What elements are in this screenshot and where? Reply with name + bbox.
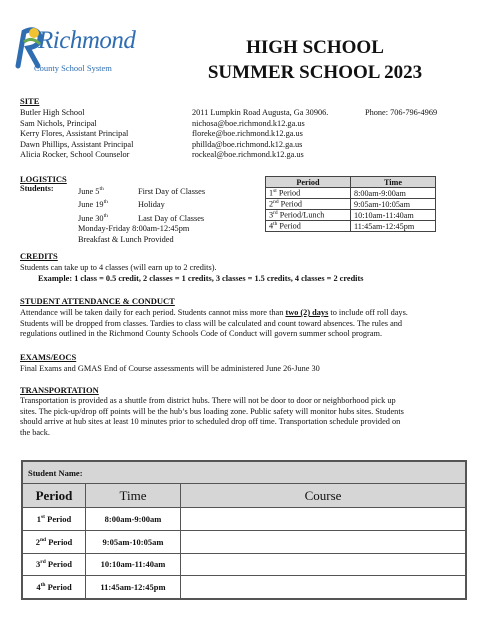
exams-heading: EXAMS/EOCS [20,352,77,362]
flores-email[interactable]: floreke@boe.richmond.k12.ga.us [192,129,303,139]
table-row: 4th Period 11:45am-12:45pm [266,221,436,232]
course-input[interactable] [181,508,466,531]
site-address: 2011 Lumpkin Road Augusta, Ga 30906. [192,108,329,117]
course-input[interactable] [181,576,466,599]
phillips-email[interactable]: phillda@boe.richmond.k12.ga.us [192,139,303,149]
course-input[interactable] [181,553,466,576]
title-line-2: SUMMER SCHOOL 2023 [207,62,423,83]
attendance-text: Attendance will be taken daily for each period. Students cannot miss more than two (2) days to include off roll days. Students will be dropped from classes. Tardies to class will be calculated and count toward absences. The rules and regulations outlined in the Richmond County Schools Code of Conduct will govern summer school program. [20,308,408,339]
transport-text: Transportation is provided as a shuttle from district hubs. There will not be door to door or neighborhood pick up sites. The pick-up/drop off points will be the hub’s bus loading zone. Public safety will monitor hubs sites. Students should arrive at hub sites at least 10 minutes prior to scheduled drop off time. Transportation schedule provided on the back. [20,396,404,437]
logo-wordmark: Richmond [38,27,136,54]
period-time-table [265,176,436,232]
table-row: 1st Period 8:00am-9:00am [266,188,436,199]
principal-email[interactable]: nichosa@boe.richmond.k12.ga.us [192,118,305,128]
site-name: Butler High School [20,108,85,117]
site-phone: Phone: 706-796-4969 [365,108,438,117]
logistics-dates [78,184,205,245]
ap-phillips-name: Dawn Phillips, Assistant Principal [20,139,134,149]
attendance-heading: STUDENT ATTENDANCE & CONDUCT [20,296,175,306]
table-row: 1st Period 8:00am-9:00am [23,508,466,531]
credits-heading: CREDITS [20,251,58,261]
logistics-heading: LOGISTICS [20,174,67,184]
credits-example: Example: 1 class = 0.5 credit, 2 classes = 1 credits, 3 classes = 1.5 credits, 4 classes = 2 credits [38,274,364,283]
course-input[interactable] [181,530,466,553]
site-mid-column [192,108,328,161]
date-row-1: June 5th First Day of Classes [78,186,206,196]
class-hours: Monday-Friday 8:00am-12:45pm [78,224,190,234]
students-label: Students: [20,184,54,193]
counselor-name: Alicia Rocker, School Counselor [20,150,130,160]
date-row-2: June 19th Holiday [78,199,165,210]
time-header: Time [351,177,436,188]
credits-text: Students can take up to 4 classes (will earn up to 2 credits). [20,263,217,272]
period-header: Period [266,177,351,188]
schedule-time-header: Time [86,484,181,508]
table-row: 3rd Period 10:10am-11:40am [23,553,466,576]
table-row: 2nd Period 9:05am-10:05am [266,199,436,210]
title-line-1: HIGH SCHOOL [246,37,384,58]
exams-text: Final Exams and GMAS End of Course assessments will be administered June 26-June 30 [20,364,320,373]
meals-note: Breakfast & Lunch Provided [78,234,174,244]
principal-name: Sam Nichols, Principal [20,118,97,128]
table-row: 3rd Period/Lunch 10:10am-11:40am [266,210,436,221]
site-left-column [20,108,133,161]
site-heading: SITE [20,96,40,106]
student-schedule-form [21,460,467,600]
date-row-3: June 30th Last Day of Classes [78,212,205,223]
schedule-course-header: Course [181,484,466,508]
table-row: 2nd Period 9:05am-10:05am [23,530,466,553]
rocker-email[interactable]: rockeal@boe.richmond.k12.ga.us [192,150,304,160]
ap-flores-name: Kerry Flores, Assistant Principal [20,129,129,139]
student-name-field[interactable]: Student Name: [23,462,466,484]
schedule-period-header: Period [23,484,86,508]
table-row: 4th Period 11:45am-12:45pm [23,576,466,599]
transport-heading: TRANSPORTATION [20,385,99,395]
logo-subtitle: County School System [34,63,112,73]
